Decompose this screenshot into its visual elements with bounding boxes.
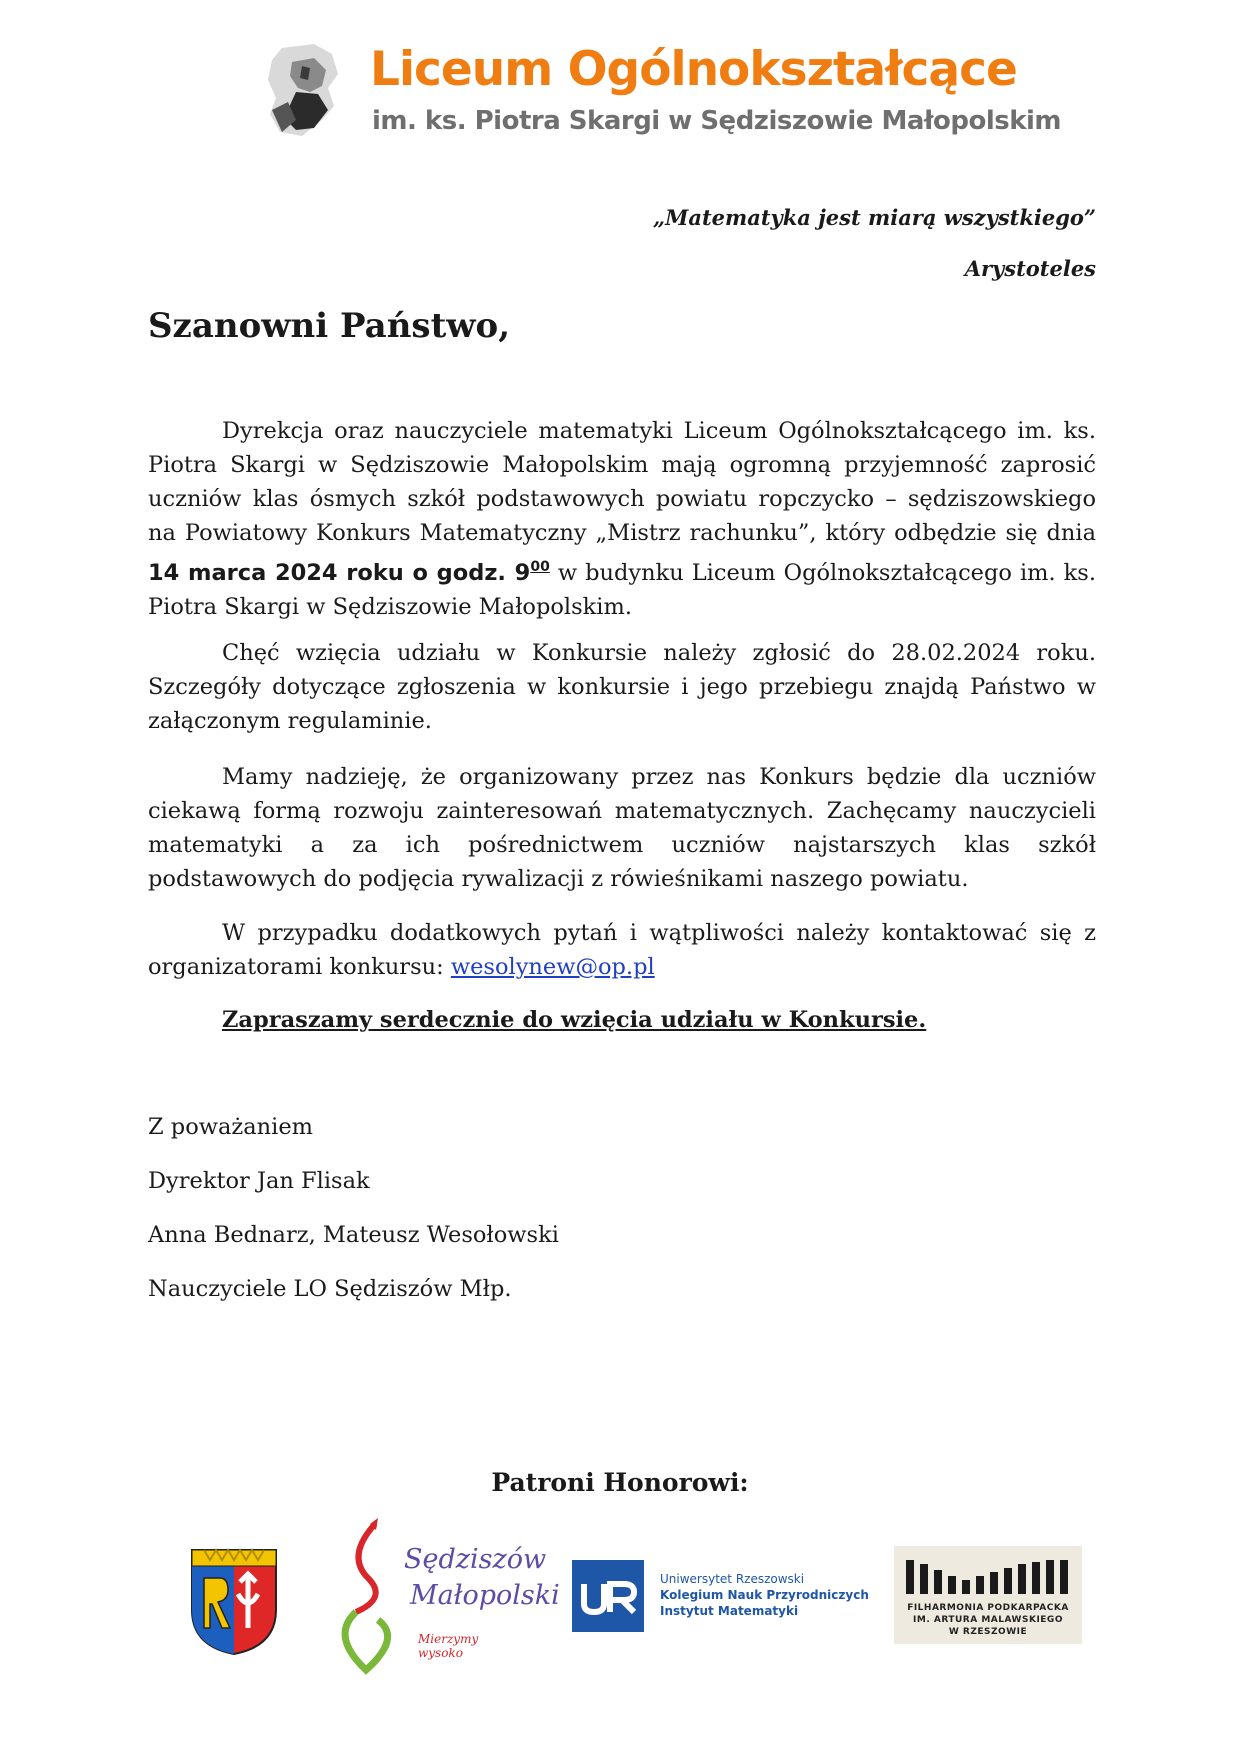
school-name: Liceum Ogólnokształcące <box>370 42 1017 97</box>
filharmonia-line1: FILHARMONIA PODKARPACKA <box>907 1603 1069 1613</box>
sedziszow-line2: Małopolski <box>410 1580 560 1611</box>
filharmonia-line2: IM. ARTURA MALAWSKIEGO <box>913 1615 1063 1625</box>
quote-author: Arystoteles <box>964 256 1096 281</box>
heart-arrow-icon <box>326 1516 406 1676</box>
sedziszow-line1: Sędziszów <box>404 1544 547 1575</box>
ur-logo <box>572 1560 872 1636</box>
school-subtitle: im. ks. Piotra Skargi w Sędziszowie Małopolskim <box>372 106 1062 136</box>
organ-pipes-icon <box>894 1554 1082 1604</box>
filharmonia-line3: W RZESZOWIE <box>948 1627 1028 1637</box>
paragraph-registration: Chęć wzięcia udziału w Konkursie należy zgłosić do 28.02.2024 roku. Szczegóły dotyczące zgłoszenia w konkursie i jego przebiegu znajdą Państwo w załączonym regulaminie. <box>148 640 1096 734</box>
paragraph-hope: Mamy nadzieję, że organizowany przez nas Konkurs będzie dla uczniów ciekawą formą rozwoju zainteresowań matematycznych. Zachęcamy nauczycieli matematyki a za ich pośrednictwem uczniów najstarszych klas szkół podstawowych do podjęcia rywalizacji z rówieśnikami naszego powiatu. <box>148 764 1096 892</box>
ur-monogram-icon <box>572 1560 644 1632</box>
event-date: 14 marca 2024 roku o godz. 9 <box>148 560 531 586</box>
patron-portrait-image <box>262 40 344 140</box>
contact-text: W przypadku dodatkowych pytań i wątpliwości należy kontaktować się z organizatorami konkursu: <box>148 920 1096 980</box>
ur-line3: Instytut Matematyki <box>660 1604 799 1618</box>
ur-line1: Uniwersytet Rzeszowski <box>660 1572 805 1586</box>
filharmonia-logo <box>894 1546 1082 1644</box>
paragraph-contact <box>148 916 1096 984</box>
ur-emblem <box>572 1560 644 1632</box>
sedziszow-logo <box>326 1516 560 1676</box>
closing-regards: Z poważaniem <box>148 1114 314 1140</box>
closing-teachers: Anna Bednarz, Mateusz Wesołowski <box>148 1222 559 1248</box>
invitation-line: Zapraszamy serdecznie do wzięcia udziału w Konkursie. <box>222 1007 927 1033</box>
ur-line2: Kolegium Nauk Przyrodniczych <box>660 1588 869 1602</box>
email-link[interactable]: wesolynew@op.pl <box>450 954 655 980</box>
p1-text-start: Dyrekcja oraz nauczyciele matematyki Liceum Ogólnokształcącego im. ks. Piotra Skargi w Sędziszowie Małopolskim mają ogromną przyjemność zaprosić uczniów klas ósmych szkół podstawowych powiatu ropczycko – sędziszowskiego na Powiatowy Konkurs Matematyczny „Mistrz rachunku”, który odbędzie się dnia <box>148 418 1096 546</box>
quote-text: „Matematyka jest miarą wszystkiego” <box>653 205 1096 230</box>
closing-director: Dyrektor Jan Flisak <box>148 1168 370 1194</box>
sedziszow-tagline: Mierzymy wysoko <box>418 1632 479 1660</box>
coat-of-arms-icon <box>190 1548 278 1656</box>
event-time-minutes: 00 <box>530 559 550 575</box>
patrons-title: Patroni Honorowi: <box>491 1468 749 1497</box>
closing-teachers-role: Nauczyciele LO Sędziszów Młp. <box>148 1276 512 1302</box>
p1-text-end: w budynku Liceum Ogólnokształcącego im. ks. Piotra Skargi w Sędziszowie Małopolskim. <box>148 560 1096 620</box>
salutation: Szanowni Państwo, <box>148 306 511 346</box>
letterhead <box>262 40 1062 150</box>
paragraph-invitation <box>148 414 1096 624</box>
